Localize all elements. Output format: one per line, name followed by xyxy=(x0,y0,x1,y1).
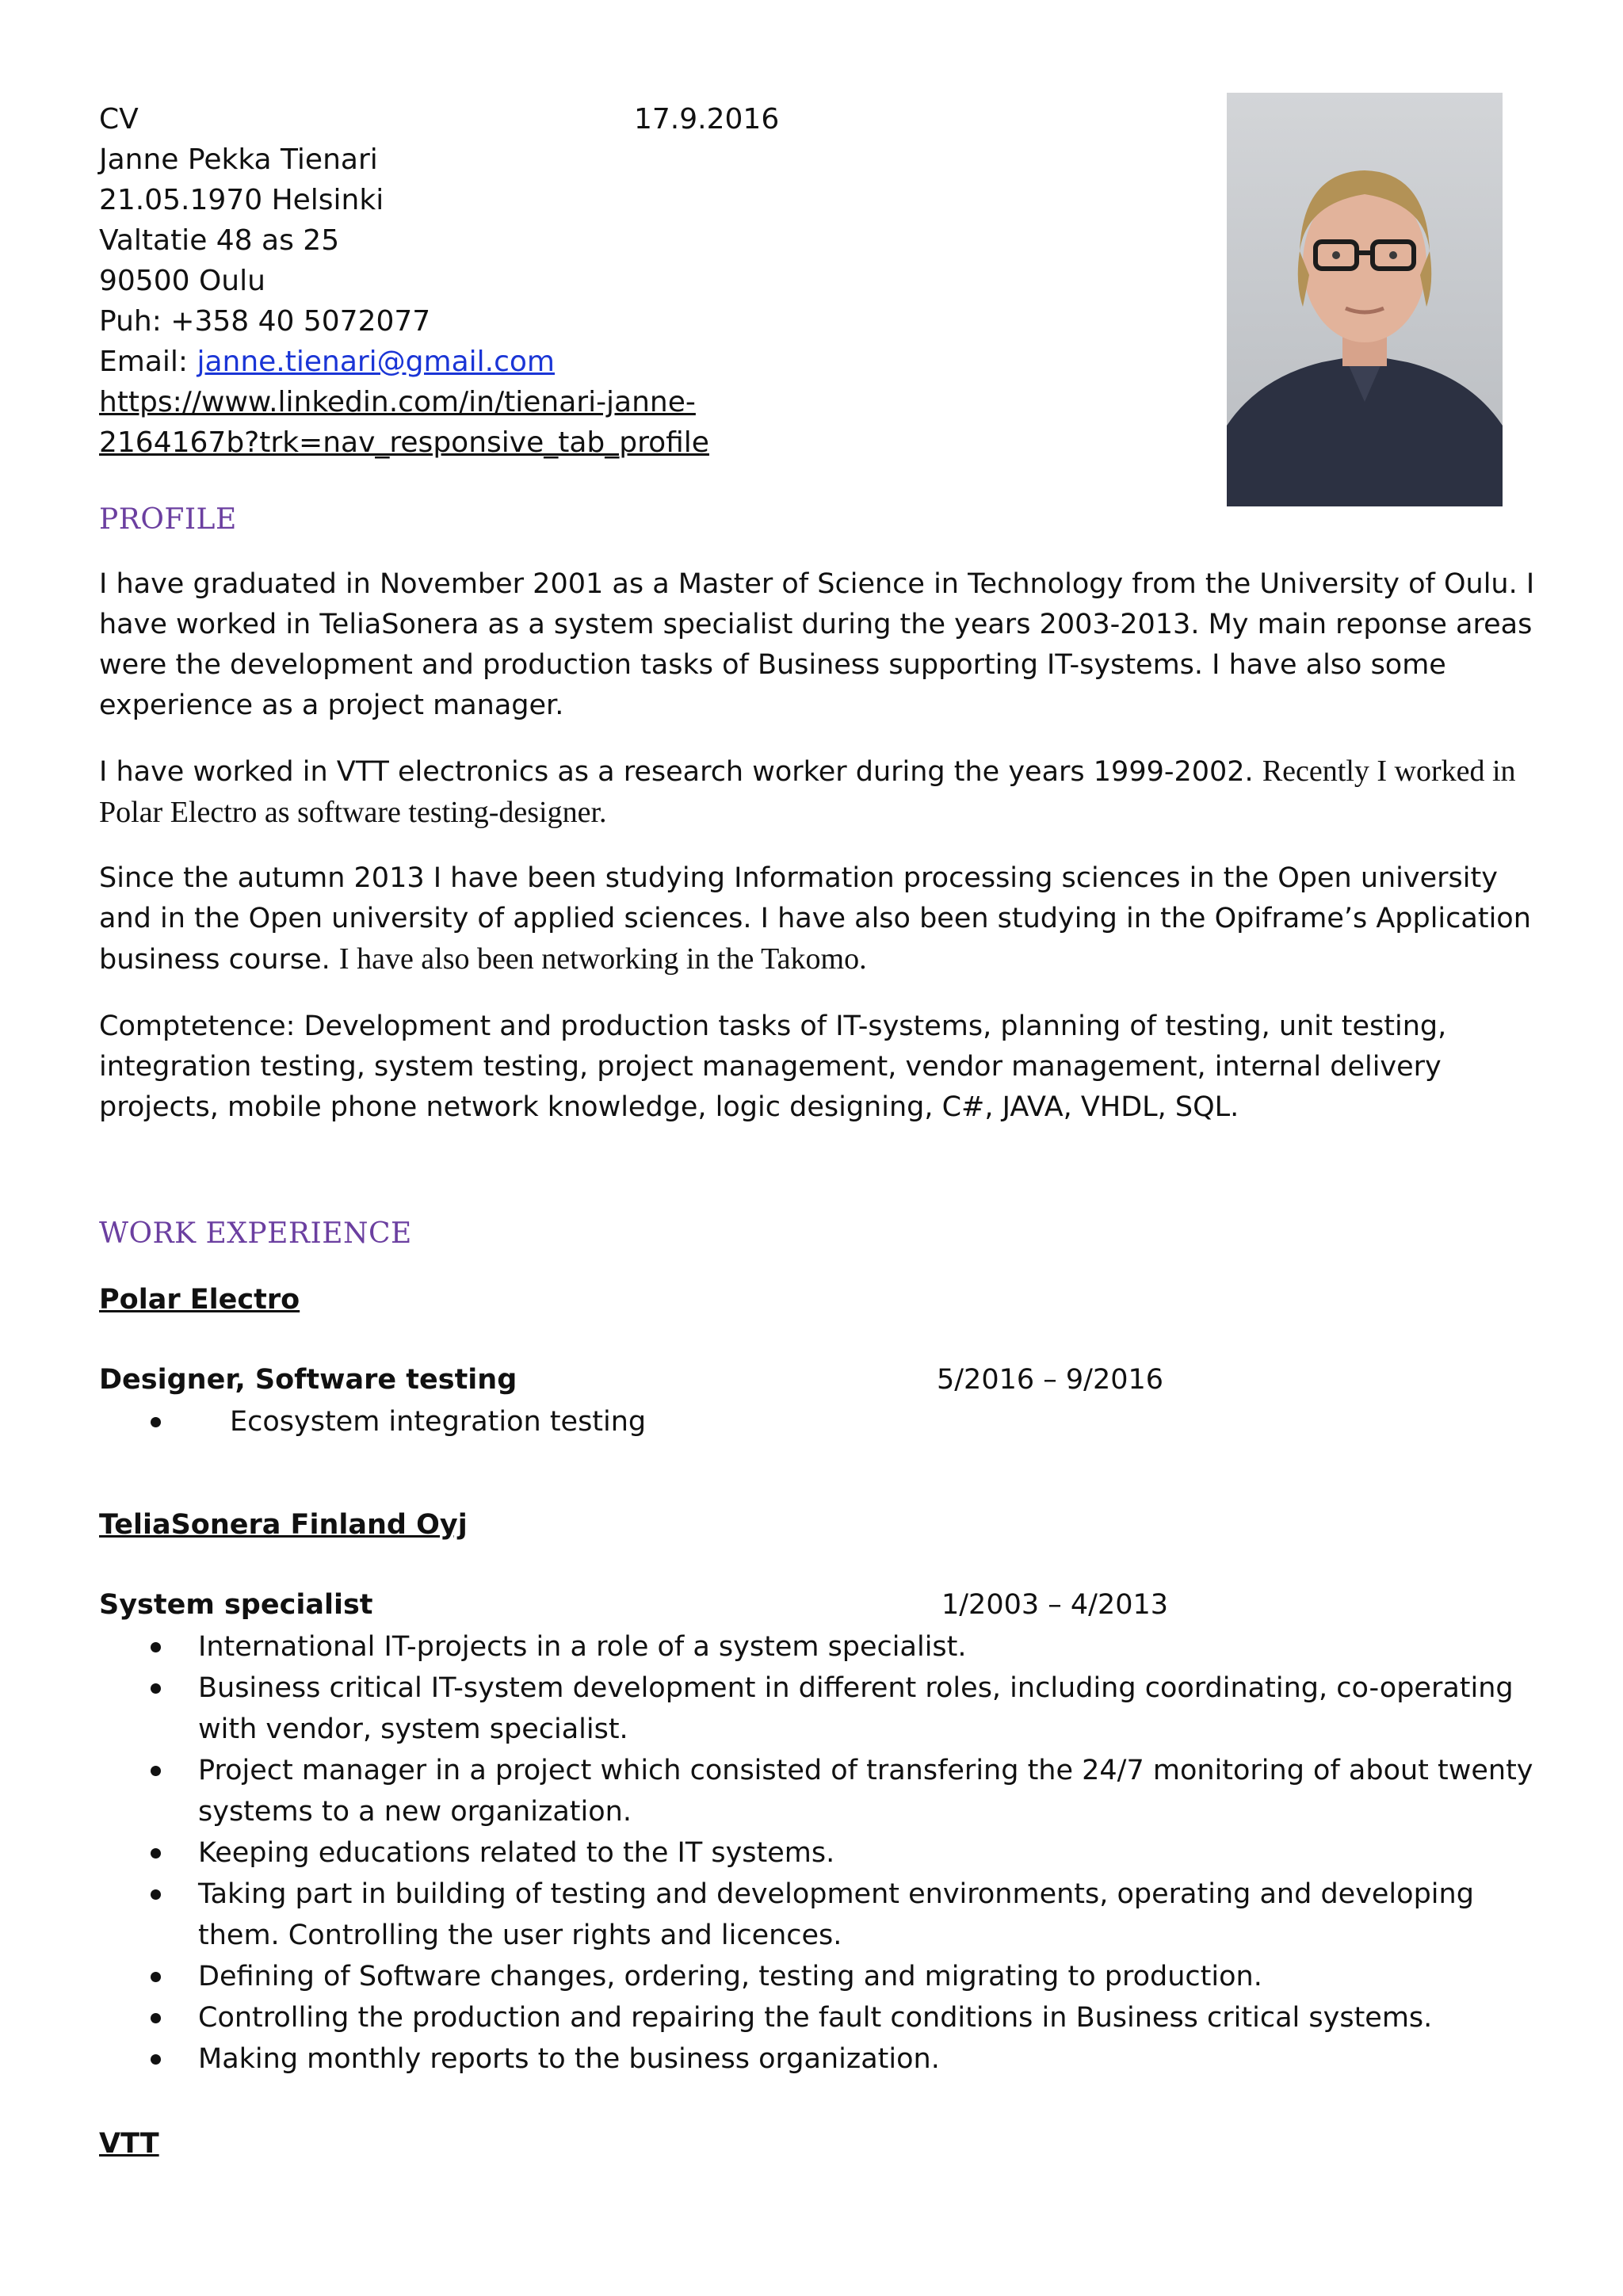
linkedin-link-line2[interactable]: 2164167b?trk=nav_responsive_tab_profile xyxy=(99,426,709,459)
cv-label: CV xyxy=(99,103,139,136)
linkedin-link-line1[interactable]: https://www.linkedin.com/in/tienari-janne- xyxy=(99,386,696,418)
profile-paragraph-2 xyxy=(99,751,1549,834)
profile-paragraph-1: I have graduated in November 2001 as a Master of Science in Technology from the University of Oulu. I have worked in TeliaSonera as a system specialist during the years 2003-2013. My main reponse areas were the development and production tasks of Business supporting IT-systems. I have also some experience as a project manager. xyxy=(99,568,1535,721)
profile-paragraph-3-part-2: I have also been networking in the Takomo. xyxy=(338,942,867,976)
address-city: 90500 Oulu xyxy=(99,265,265,297)
profile-paragraph-4: Comptetence: Development and production tasks of IT-systems, planning of testing, unit testing, integration testing, system testing, project management, vendor management, internal delivery projects, mobile phone network knowledge, logic designing, C#, JAVA, VHDL, SQL. xyxy=(99,1010,1447,1123)
profile-section-title: PROFILE xyxy=(99,503,237,536)
company-polar-electro: Polar Electro xyxy=(99,1284,300,1316)
email-label: Email: xyxy=(99,346,197,378)
phone-number: Puh: +358 40 5072077 xyxy=(99,305,431,338)
work-experience-section-title: WORK EXPERIENCE xyxy=(99,1217,412,1250)
email-row xyxy=(99,342,555,382)
address-street: Valtatie 48 as 25 xyxy=(99,224,340,257)
birth-info: 21.05.1970 Helsinki xyxy=(99,184,384,216)
list-item: Ecosystem integration testing xyxy=(99,1401,1549,1442)
list-item: International IT-projects in a role of a system specialist. xyxy=(99,1626,1549,1668)
role-polar: Designer, Software testing xyxy=(99,1364,517,1396)
list-item: Business critical IT-system development in different roles, including coordinating, co-operating with vendor, system specialist. xyxy=(99,1668,1549,1750)
profile-paragraph-3 xyxy=(99,858,1549,980)
list-item: Project manager in a project which consisted of transfering the 24/7 monitoring of about twenty systems to a new organization. xyxy=(99,1750,1549,1832)
profile-paragraph-2-part-1: I have worked in VTT electronics as a research worker during the years 1999-2002. xyxy=(99,756,1262,788)
person-name: Janne Pekka Tienari xyxy=(99,143,378,176)
profile-paragraph-2-part-2: Recently I worked in Polar Electro as software testing-designer. xyxy=(99,755,1516,829)
profile-paragraph-3-part-1: Since the autumn 2013 I have been studying Information processing sciences in the Open university and in the Open university of applied sciences. I have also been studying in the Opiframe’s Application business course. xyxy=(99,862,1531,976)
email-link[interactable]: janne.tienari@gmail.com xyxy=(197,346,555,378)
company-vtt: VTT xyxy=(99,2128,159,2160)
list-item: Keeping educations related to the IT systems. xyxy=(99,1832,1549,1874)
list-item: Taking part in building of testing and development environments, operating and developing them. Controlling the user rights and licences. xyxy=(99,1874,1549,1956)
list-item: Defining of Software changes, ordering, testing and migrating to production. xyxy=(99,1956,1549,1997)
company-teliasonera: TeliaSonera Finland Oyj xyxy=(99,1509,468,1541)
portrait-illustration xyxy=(1227,93,1503,506)
profile-photo xyxy=(1227,93,1503,506)
list-item: Making monthly reports to the business organization. xyxy=(99,2038,1549,2080)
polar-task-list xyxy=(99,1401,1549,1442)
role-telia: System specialist xyxy=(99,1589,373,1621)
cv-date: 17.9.2016 xyxy=(634,103,780,136)
list-item: Controlling the production and repairing the fault conditions in Business critical systems. xyxy=(99,1997,1549,2038)
telia-task-list xyxy=(99,1626,1549,2080)
dates-polar: 5/2016 – 9/2016 xyxy=(937,1364,1164,1396)
dates-telia: 1/2003 – 4/2013 xyxy=(941,1589,1169,1621)
